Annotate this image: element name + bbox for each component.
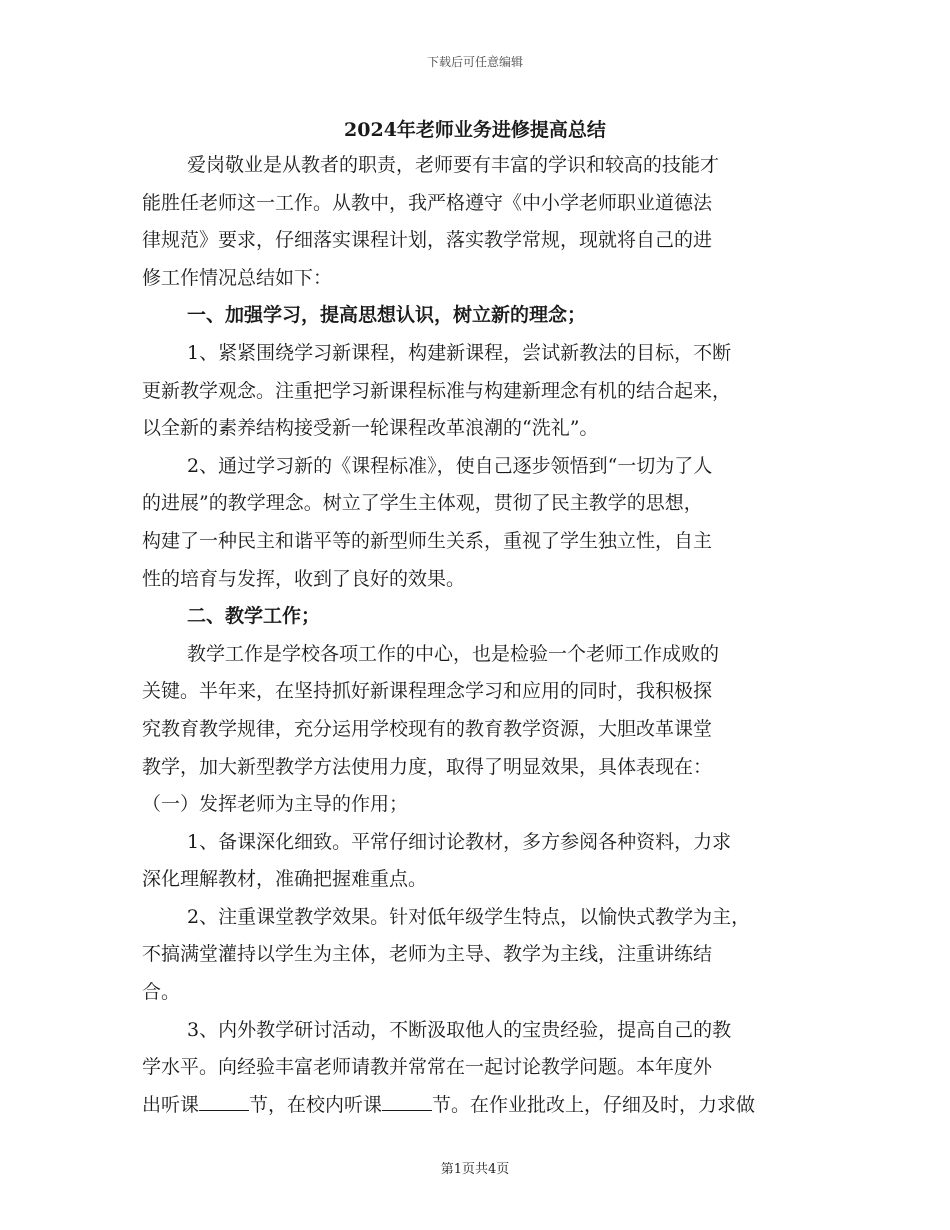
document-title: 2024年老师业务进修提高总结	[344, 119, 606, 141]
body-line: 修工作情况总结如下：	[142, 266, 333, 289]
text-segment: 出听课	[142, 1093, 200, 1116]
section-heading-1: 一、加强学习，提高思想认识，树立新的理念；	[187, 304, 587, 327]
body-line: 教学工作是学校各项工作的中心，也是检验一个老师工作成败的	[187, 642, 720, 665]
body-line: 构建了一种民主和谐平等的新型师生关系，重视了学生独立性，自主	[142, 529, 713, 552]
page-number: 第1页共4页	[440, 1162, 510, 1177]
body-line: 1、紧紧围绕学习新课程，构建新课程，尝试新教法的目标，不断	[187, 341, 732, 364]
body-line: 深化理解教材，准确把握难重点。	[142, 868, 428, 891]
body-line: 关键。半年来，在坚持抓好新课程理念学习和应用的同时，我积极探	[142, 680, 713, 703]
text-segment: 节，在校内听课	[249, 1093, 383, 1116]
fill-in-blank	[382, 1093, 432, 1111]
body-line: 律规范》要求，仔细落实课程计划，落实教学常规，现就将自己的进	[142, 229, 713, 252]
header-note: 下载后可任意编辑	[426, 55, 523, 69]
body-line: 3、内外教学研讨活动，不断汲取他人的宝贵经验，提高自己的教	[187, 1018, 732, 1041]
body-line: 究教育教学规律，充分运用学校现有的教育教学资源，大胆改革课堂	[142, 717, 713, 740]
subsection-heading: （一）发挥老师为主导的作用；	[142, 793, 409, 816]
body-line-with-blanks	[142, 1087, 822, 1125]
body-line: 学水平。向经验丰富老师请教并常常在一起讨论教学问题。本年度外	[142, 1056, 713, 1079]
fill-in-blank	[199, 1093, 249, 1111]
body-line: 更新教学观念。注重把学习新课程标准与构建新理念有机的结合起来，	[142, 379, 732, 402]
body-line: 以全新的素养结构接受新一轮课程改革浪潮的“洗礼”。	[142, 417, 599, 440]
body-line: 2、注重课堂教学效果。针对低年级学生特点，以愉快式教学为主，	[187, 905, 751, 928]
body-line: 性的培育与发挥，收到了良好的效果。	[142, 567, 466, 590]
body-line: 2、通过学习新的《课程标准》，使自己逐步领悟到“一切为了人	[187, 454, 713, 477]
body-line: 不搞满堂灌持以学生为主体，老师为主导、教学为主线，注重讲练结	[142, 943, 713, 966]
body-line: 教学，加大新型教学方法使用力度，取得了明显效果，具体表现在：	[142, 755, 713, 778]
body-line: 1、备课深化细致。平常仔细讨论教材，多方参阅各种资料，力求	[187, 830, 732, 853]
document-body	[142, 147, 822, 1124]
body-line: 爱岗敬业是从教者的职责，老师要有丰富的学识和较高的技能才	[187, 154, 720, 176]
body-line: 能胜任老师这一工作。从教中，我严格遵守《中小学老师职业道德法	[142, 191, 713, 214]
body-line: 合。	[142, 981, 181, 1004]
section-heading-2: 二、教学工作；	[187, 605, 321, 628]
text-segment: 节。在作业批改上，仔细及时，力求做	[432, 1093, 756, 1116]
body-line: 的进展”的教学理念。树立了学生主体观，贯彻了民主教学的思想，	[142, 492, 703, 515]
